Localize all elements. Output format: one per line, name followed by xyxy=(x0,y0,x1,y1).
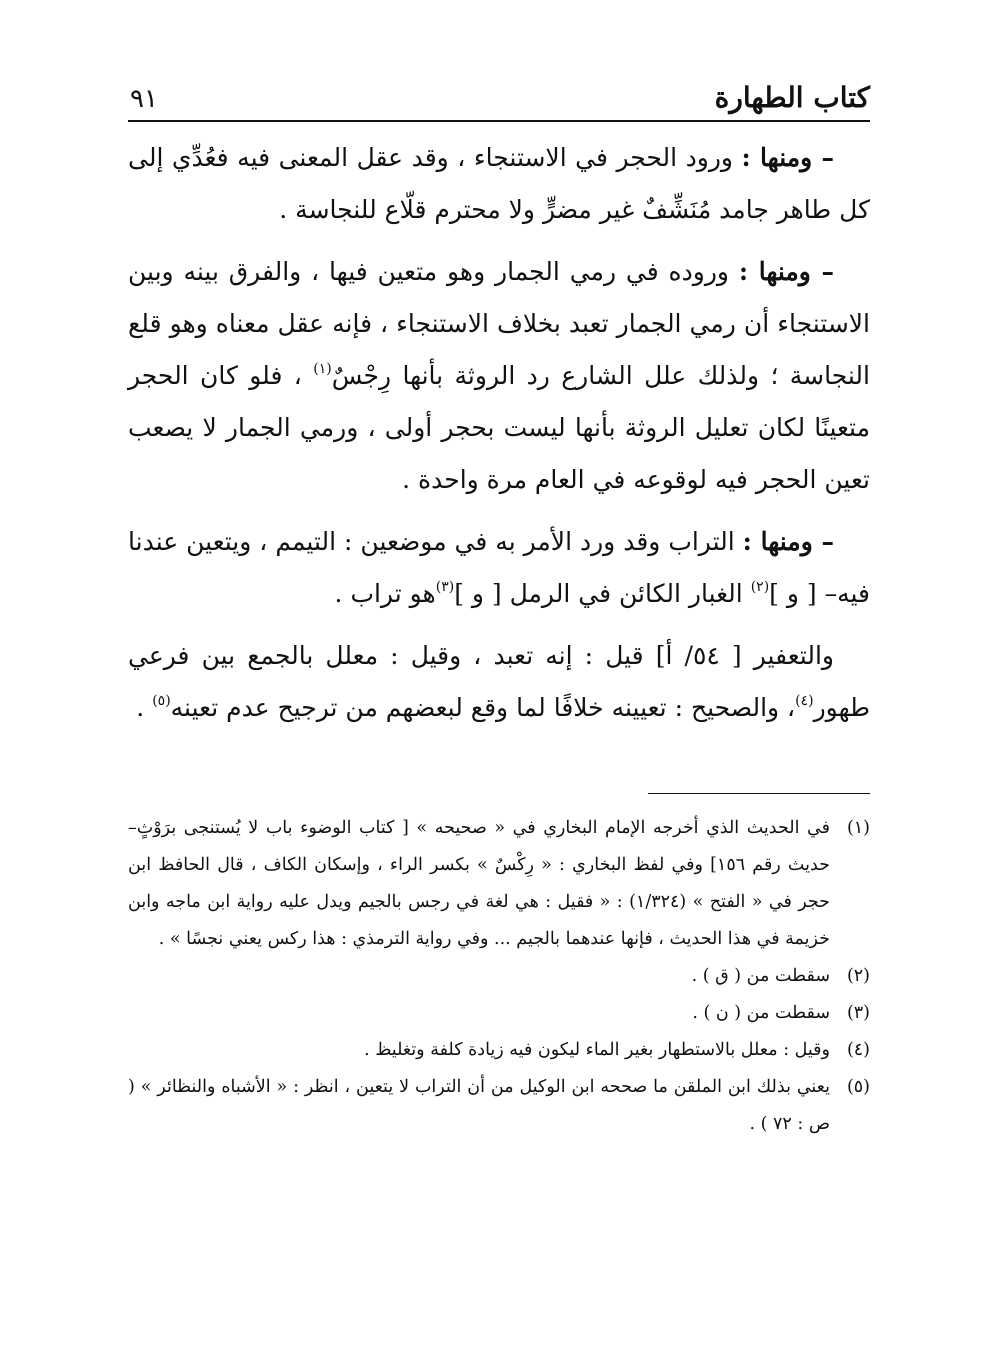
footnote-number: (١) xyxy=(846,818,870,838)
footnotes xyxy=(128,810,870,1143)
paragraph-lead: – ومنها : xyxy=(738,257,834,286)
footnote-ref-5[interactable]: (٥) xyxy=(152,692,171,709)
footnote-3 xyxy=(128,995,870,1032)
footnote-2 xyxy=(128,958,870,995)
main-text xyxy=(128,132,870,734)
paragraph-3 xyxy=(128,516,870,620)
footnote-ref-3[interactable]: (٣) xyxy=(435,578,455,595)
footnote-text: سقطت من ( ق ) . xyxy=(691,966,830,986)
page-header xyxy=(130,66,870,112)
paragraph-text: والتعفير [ ٥٤/ أ] قيل : إنه تعبد ، وقيل : معلل بالجمع بين فرعي طهور xyxy=(128,641,870,722)
running-title: كتاب الطهارة xyxy=(714,81,870,114)
footnote-number: (٢) xyxy=(846,966,870,986)
footnote-separator xyxy=(648,793,870,794)
paragraph-text: الغبار الكائن في الرمل [ و ] xyxy=(454,579,751,608)
footnote-4 xyxy=(128,1032,870,1069)
paragraph-text: ، فلو كان الحجر متعينًا لكان تعليل الروثة بأنها ليست بحجر أولى ، ورمي الجمار لا يصعب تعين الحجر فيه لوقوعه في العام مرة واحدة . xyxy=(128,361,870,494)
footnote-number: (٣) xyxy=(846,1003,870,1023)
footnote-ref-2[interactable]: (٢) xyxy=(750,578,770,595)
paragraph-lead: – ومنها : xyxy=(742,527,834,556)
footnote-ref-4[interactable]: (٤) xyxy=(795,692,814,709)
paragraph-text: التراب وقد ورد الأمر به في موضعين : التيمم ، ويتعين عندنا فيه– [ و ] xyxy=(128,527,870,608)
paragraph-1 xyxy=(128,132,870,236)
paragraph-text: هو تراب . xyxy=(334,579,436,608)
footnote-5 xyxy=(128,1069,870,1143)
footnote-text: سقطت من ( ن ) . xyxy=(692,1003,830,1023)
paragraph-lead: – ومنها : xyxy=(741,143,834,172)
paragraph-text: . xyxy=(136,693,153,722)
footnote-1 xyxy=(128,810,870,958)
paragraph-text: ورود الحجر في الاستنجاء ، وقد عقل المعنى فيه فعُدِّي إلى كل طاهر جامد مُنَشِّفٌ غير مضرٍّ ولا محترم قلّاع للنجاسة . xyxy=(128,143,870,224)
paragraph-text: وروده في رمي الجمار وهو متعين فيها ، والفرق بينه وبين الاستنجاء أن رمي الجمار تعبد بخلاف الاستنجاء ، فإنه عقل معناه وهو قلع النجاسة ؛ ولذلك علل الشارع رد الروثة بأنها رِجْسٌ xyxy=(128,257,870,390)
footnote-text: وقيل : معلل بالاستطهار بغير الماء ليكون فيه زيادة كلفة وتغليظ . xyxy=(364,1040,830,1060)
footnote-text: يعني بذلك ابن الملقن ما صححه ابن الوكيل من أن التراب لا يتعين ، انظر : « الأشباه والنظائر » ( ص : ٧٢ ) . xyxy=(128,1077,830,1134)
footnote-text: في الحديث الذي أخرجه الإمام البخاري في « صحيحه » [ كتاب الوضوء باب لا يُستنجى برَوْثٍ– حديث رقم ١٥٦] وفي لفظ البخاري : « رِكْسٌ » بكسر الراء ، وإسكان الكاف ، قال الحافظ ابن حجر في « الفتح » (١/٣٢٤) : « فقيل : هي لغة في رجس بالجيم ويدل عليه رواية ابن ماجه وابن خزيمة في هذا الحديث ، فإنها عندهما بالجيم ... وفي رواية الترمذي : هذا ركس يعني نجسًا » . xyxy=(128,818,830,949)
footnote-number: (٤) xyxy=(846,1040,870,1060)
footnote-ref-1[interactable]: (١) xyxy=(313,360,332,377)
paragraph-4 xyxy=(128,630,870,734)
header-rule xyxy=(128,120,870,122)
paragraph-text: ، والصحيح : تعيينه خلافًا لما وقع لبعضهم من ترجيح عدم تعينه xyxy=(170,693,796,722)
paragraph-2 xyxy=(128,246,870,506)
page-number: ٩١ xyxy=(130,84,158,114)
footnote-number: (٥) xyxy=(846,1077,870,1097)
